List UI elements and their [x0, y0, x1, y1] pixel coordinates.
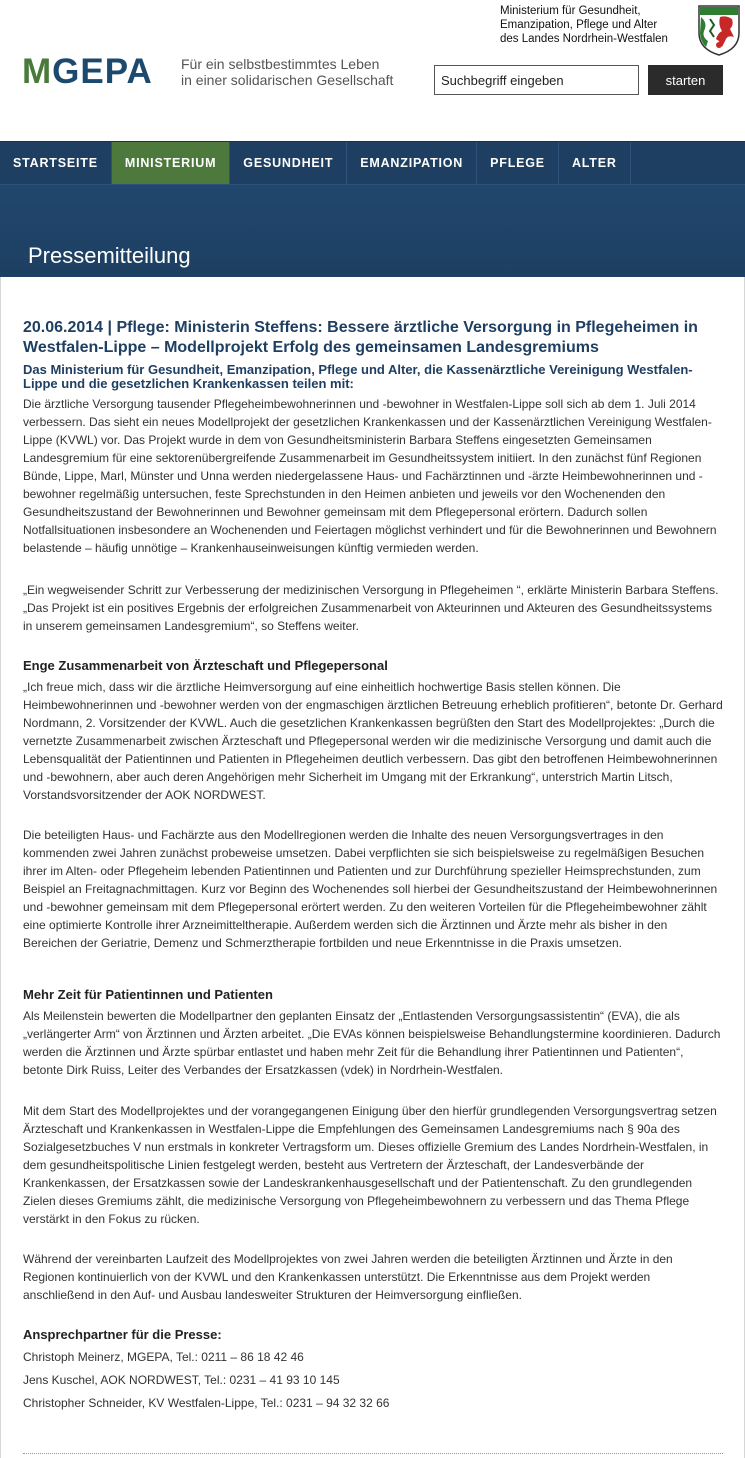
article-subhead: Das Ministerium für Gesundheit, Emanzipation, Pflege und Alter, die Kassenärztliche Vereinigung Westfalen-Lippe und die gesetzlichen Krankenkassen teilen mit:: [23, 362, 693, 391]
nav-item-emanzipation[interactable]: EMANZIPATION: [347, 142, 477, 185]
contacts-heading: Ansprechpartner für die Presse:: [23, 1327, 222, 1342]
search-button[interactable]: starten: [648, 65, 723, 95]
ministry-line-1: Ministerium für Gesundheit,: [500, 5, 641, 17]
tagline-line-1: Für ein selbstbestimmtes Leben: [181, 56, 380, 72]
logo-initial: M: [22, 52, 53, 91]
nav-item-pflege[interactable]: PFLEGE: [477, 142, 559, 185]
article-paragraph: Als Meilenstein bewerten die Modellpartner den geplanten Einsatz der „Entlastenden Versorgungsassistentin“ (EVA), die als „verlängerter Arm“ von Ärztinnen und Ärzten arbeitet. „Die EVAs können beispielsweise Behandlungstermine koordinieren. Dadurch werden die Ärztinnen und Ärzte spürbar entlastet und haben mehr Zeit für die Behandlung ihrer Patientinnen und Patienten“, betonte Dirk Ruiss, Leiter des Verbandes der Ersatzkassen (vdek) in Nordrhein-Westfalen.: [23, 1009, 721, 1077]
tagline-line-2: in einer solidarischen Gesellschaft: [181, 72, 394, 88]
page-title: Pressemitteilung: [28, 243, 191, 268]
article-paragraph: Während der vereinbarten Laufzeit des Modellprojektes von zwei Jahren werden die beteiligten Ärztinnen und Ärzte in den Regionen kontinuierlich von der KVWL und den Krankenkassen unterstützt. Die Erkenntnisse aus dem Projekt werden anschließend in den Auf- und Ausbau landesweiter Strukturen der Heimversorgung einfließen.: [23, 1252, 673, 1302]
mgepa-logo[interactable]: [22, 52, 153, 92]
page-banner: [0, 184, 745, 277]
section-heading: Mehr Zeit für Patientinnen und Patienten: [23, 987, 273, 1002]
article-headline: 20.06.2014 | Pflege: Ministerin Steffens: Bessere ärztliche Versorgung in Pflegeheimen in Westfalen-Lippe – Modellprojekt Erfolg des gemeinsamen Landesgremiums: [23, 319, 698, 356]
press-contact: Christoph Meinerz, MGEPA, Tel.: 0211 – 86 18 42 46: [23, 1350, 304, 1364]
press-contact: Jens Kuschel, AOK NORDWEST, Tel.: 0231 – 41 93 10 145: [23, 1373, 340, 1387]
section-heading: Enge Zusammenarbeit von Ärzteschaft und Pflegepersonal: [23, 658, 388, 673]
article-paragraph: „Ein wegweisender Schritt zur Verbesserung der medizinischen Versorgung in Pflegeheimen “, erklärte Ministerin Barbara Steffens. „Das Projekt ist ein positives Ergebnis der erfolgreichen Zusammenarbeit von Akteurinnen und Akteuren des Gesundheitssystems in unserem gemeinsamen Landesgremium“, so Steffens weiter.: [23, 583, 719, 633]
ministry-name: [500, 4, 690, 46]
nrw-crest-icon[interactable]: [696, 3, 742, 57]
nav-item-alter[interactable]: ALTER: [559, 142, 631, 185]
article-paragraph: Mit dem Start des Modellprojektes und der vorangegangenen Einigung über den hierfür grundlegenden Versorgungsvertrag setzen Ärzteschaft und Krankenkassen in Westfalen-Lippe die Empfehlungen des Gemeinsamen Landesgremiums nach § 90a des Sozialgesetzbuches V nun erstmals in konkreter Vertragsform um. Dieses offizielle Gremium des Landes Nordrhein-Westfalen, in dem gesundheitspolitische Linien festgelegt werden, besteht aus Vertretern der Ärzteschaft, der Landesverbände der Krankenkassen, der Ersatzkassen sowie der Landeskrankenhausgesellschaft und der Patientenschaft. Zu den grundlegenden Zielen dieses Gremiums zählt, die medizinische Versorgung von Pflegeheimbewohnern zu verbessern und das Thema Pflege verstärkt in den Fokus zu rücken.: [23, 1104, 717, 1226]
nav-item-startseite[interactable]: STARTSEITE: [0, 142, 112, 185]
search-input[interactable]: [434, 65, 639, 95]
nav-item-ministerium[interactable]: MINISTERIUM: [112, 142, 230, 185]
article-paragraph: Die ärztliche Versorgung tausender Pflegeheimbewohnerinnen und -bewohner in Westfalen-Lippe soll sich ab dem 1. Juli 2014 verbessern. Das sieht ein neues Modellprojekt der gesetzlichen Krankenkassen und der Kassenärztlichen Vereinigung Westfalen-Lippe (KVWL) vor. Das Projekt wurde in dem von Gesundheitsministerin Barbara Steffens eingesetzten Gemeinsamen Landesgremium für eine sektorenübergreifende Zusammenarbeit im Gesundheitssystem initiiert. In den zunächst fünf Regionen Bünde, Lippe, Marl, Münster und Unna werden niedergelassene Haus- und Fachärztinnen und -ärzte Heimbewohnerinnen und -bewohner regelmäßig untersuchen, feste Sprechstunden in den Heimen anbieten und jeweils vor den Wochenenden den Gesundheitszustand der Bewohnerinnen und Bewohner gemeinsam mit dem Pflegepersonal erörtern. Dadurch sollen Notfallsituationen insbesondere an Wochenenden und Feiertagen möglichst verhindert und für die Bewohnerinnen und Bewohnern belastende – häufig unnötige – Krankenhauseinweisungen künftig vermieden werden.: [23, 397, 717, 555]
nav-item-gesundheit[interactable]: GESUNDHEIT: [230, 142, 347, 185]
divider: [23, 1453, 723, 1454]
article-paragraph: Die beteiligten Haus- und Fachärzte aus den Modellregionen werden die Inhalte des neuen Versorgungsvertrages in den kommenden zwei Jahren zunächst probeweise umsetzen. Dabei verpflichten sie sich beispielsweise zu regelmäßigen Besuchen ihrer im Alten- oder Pflegeheim lebenden Patientinnen und Patienten und zur Durchführung spezieller Heimsprechstunden, zum Beispiel an Freitagnachmittagen. Kurz vor Beginn des Wochenendes soll hierbei der Gesundheitszustand der Heimbewohnerinnen und -bewohner gemeinsam mit dem Pflegepersonal erörtert werden. Zu den weiteren Vorteilen für die Pflegeheimbewohner zählt eine optimierte Kontrolle ihrer Arzneimitteltherapie. Außerdem werden sich die Ärztinnen und Ärzte mehr als bisher in den Bereichen der Geriatrie, Demenz und Schmerztherapie fortbilden und neue Erkenntnisse in die Praxis umsetzen.: [23, 828, 718, 950]
tagline: [181, 56, 393, 88]
article: [0, 277, 745, 1458]
article-paragraph: „Ich freue mich, dass wir die ärztliche Heimversorgung auf eine einheitlich hochwertige Basis stellen können. Die Heimbewohnerinnen und -bewohner werden von der engmaschigen ärztlichen Betreuung erheblich profitieren“, betonte Dr. Gerhard Nordmann, 2. Vorsitzender der KVWL. Auch die gesetzlichen Krankenkassen begrüßten den Start des Modellprojektes: „Durch die vernetzte Zusammenarbeit zwischen Ärzteschaft und Pflegepersonal werden wir die medizinische Versorgung und damit auch die Lebensqualität der Patientinnen und Patienten in Pflegeheimen deutlich verbessern. Das gibt den betroffenen Heimbewohnerinnen und -bewohnern, aber auch deren Angehörigen mehr Sicherheit im Umgang mit der Erkrankung“, unterstrich Martin Litsch, Vorstandsvorsitzender der AOK NORDWEST.: [23, 680, 723, 802]
ministry-line-2: Emanzipation, Pflege und Alter: [500, 19, 658, 31]
logo-text: GEPA: [52, 52, 153, 91]
main-navigation: [0, 141, 745, 184]
ministry-line-3: des Landes Nordrhein-Westfalen: [500, 33, 668, 45]
press-contact: Christopher Schneider, KV Westfalen-Lippe, Tel.: 0231 – 94 32 32 66: [23, 1396, 390, 1410]
